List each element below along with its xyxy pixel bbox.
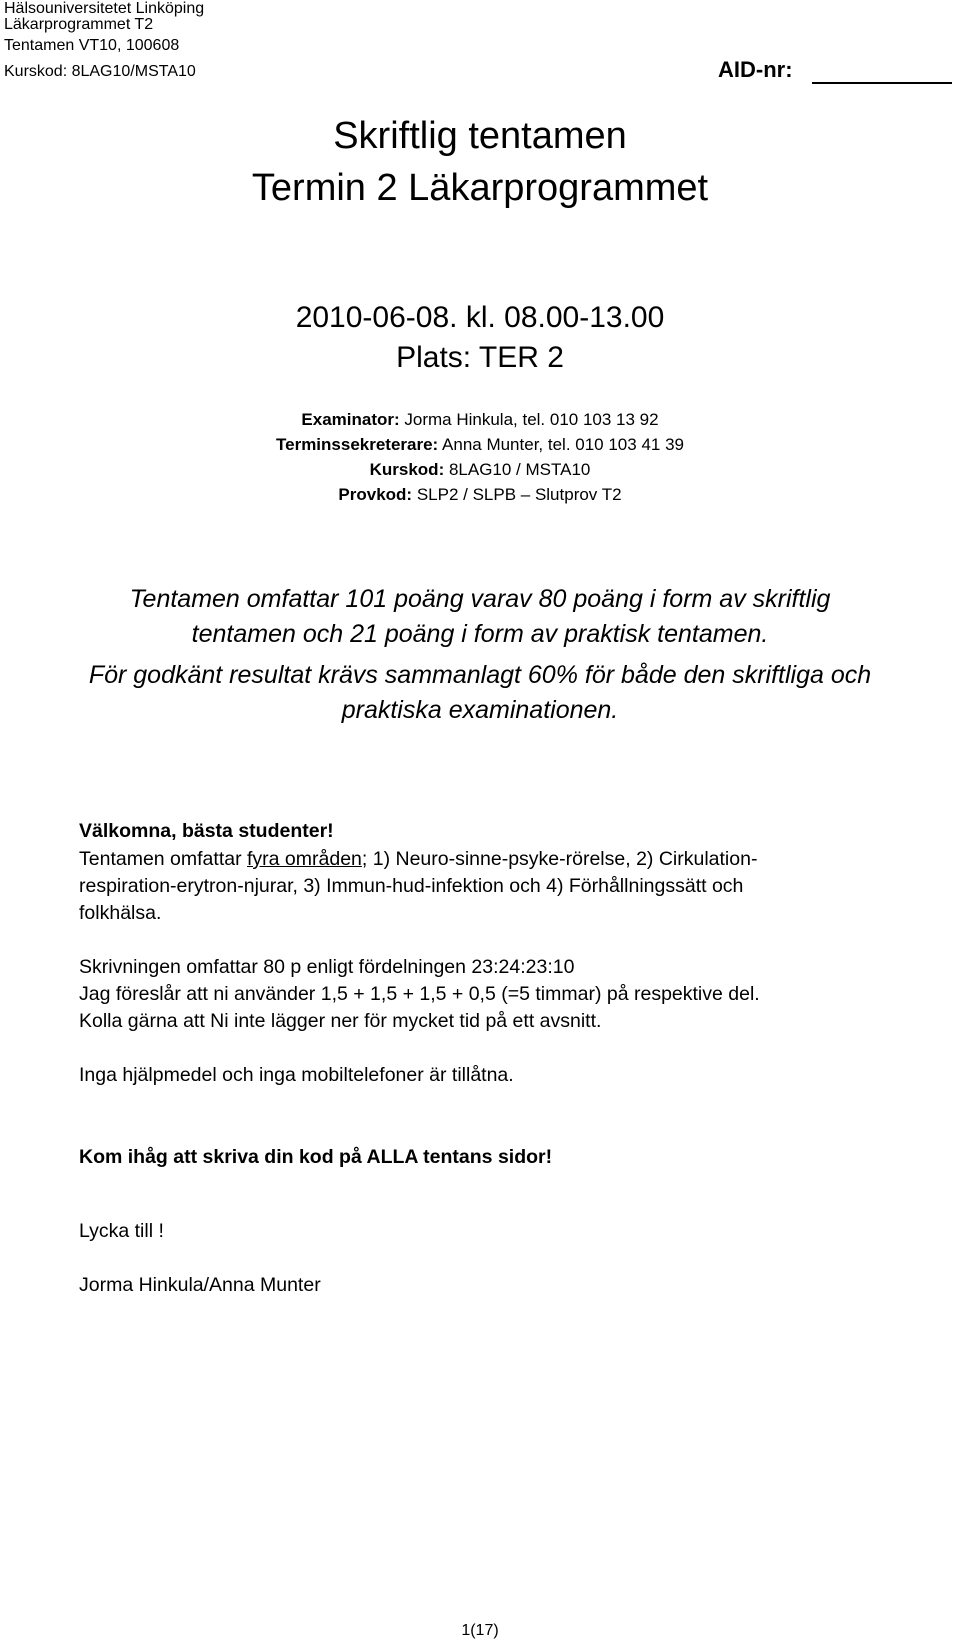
secretary-line	[0, 432, 960, 457]
areas-pre: Tentamen omfattar	[79, 848, 247, 870]
areas-line2: respiration-erytron-njurar, 3) Immun-hud-infektion och 4) Förhållningssätt och	[79, 875, 744, 897]
course-value: 8LAG10 / MSTA10	[444, 460, 591, 479]
secretary-label: Terminssekreterare:	[276, 435, 439, 454]
distribution-line3: Kolla gärna att Ni inte lägger ner för mycket tid på ett avsnitt.	[79, 1010, 602, 1032]
session-datetime: 2010-06-08. kl. 08.00-13.00	[295, 301, 665, 334]
aid-input-line[interactable]	[812, 82, 952, 84]
header-exam: Tentamen VT10, 100608	[4, 37, 180, 54]
areas-rest: ; 1) Neuro-sinne-psyke-rörelse, 2) Cirkulation-	[361, 848, 758, 870]
distribution-line2: Jag föreslår att ni använder 1,5 + 1,5 + 1,5 + 0,5 (=5 timmar) på respektive del.	[79, 983, 760, 1005]
secretary-value: Anna Munter, tel. 010 103 41 39	[438, 435, 684, 454]
aid-label: AID-nr:	[718, 57, 793, 82]
summary-line1: Tentamen omfattar 101 poäng varav 80 poäng i form av skriftlig	[129, 585, 831, 613]
header-institution: Hälsouniversitetet Linköping	[4, 0, 205, 17]
examiner-value: Jorma Hinkula, tel. 010 103 13 92	[399, 410, 659, 429]
aids-notice: Inga hjälpmedel och inga mobiltelefoner är tillåtna.	[79, 1064, 514, 1086]
course-line	[0, 457, 960, 482]
areas-underlined: fyra områden	[247, 848, 362, 870]
test-label: Provkod:	[338, 485, 413, 504]
session-place: Plats: TER 2	[396, 341, 564, 374]
page-number: 1(17)	[461, 1622, 499, 1639]
signature: Jorma Hinkula/Anna Munter	[79, 1274, 321, 1296]
course-label: Kurskod:	[369, 460, 445, 479]
reminder-notice: Kom ihåg att skriva din kod på ALLA tentans sidor!	[79, 1146, 553, 1168]
header-course-code: Kurskod: 8LAG10/MSTA10	[4, 63, 196, 80]
summary-line2: tentamen och 21 poäng i form av praktisk tentamen.	[191, 620, 769, 648]
test-value: SLP2 / SLPB – Slutprov T2	[412, 485, 622, 504]
summary-line3: För godkänt resultat krävs sammanlagt 60% för både den skriftliga och	[88, 661, 872, 689]
areas-line1	[79, 846, 899, 873]
examiner-label: Examinator:	[301, 410, 400, 429]
good-luck: Lycka till !	[79, 1220, 164, 1242]
title-line1: Skriftlig tentamen	[333, 115, 627, 157]
examiner-line	[0, 407, 960, 432]
welcome-heading: Välkomna, bästa studenter!	[79, 820, 334, 842]
title-line2: Termin 2 Läkarprogrammet	[251, 167, 709, 209]
distribution-line1: Skrivningen omfattar 80 p enligt fördelningen 23:24:23:10	[79, 956, 575, 978]
summary-line4: praktiska examinationen.	[341, 696, 619, 724]
header-program: Läkarprogrammet T2	[4, 16, 154, 33]
test-line	[0, 482, 960, 507]
areas-line3: folkhälsa.	[79, 902, 162, 924]
